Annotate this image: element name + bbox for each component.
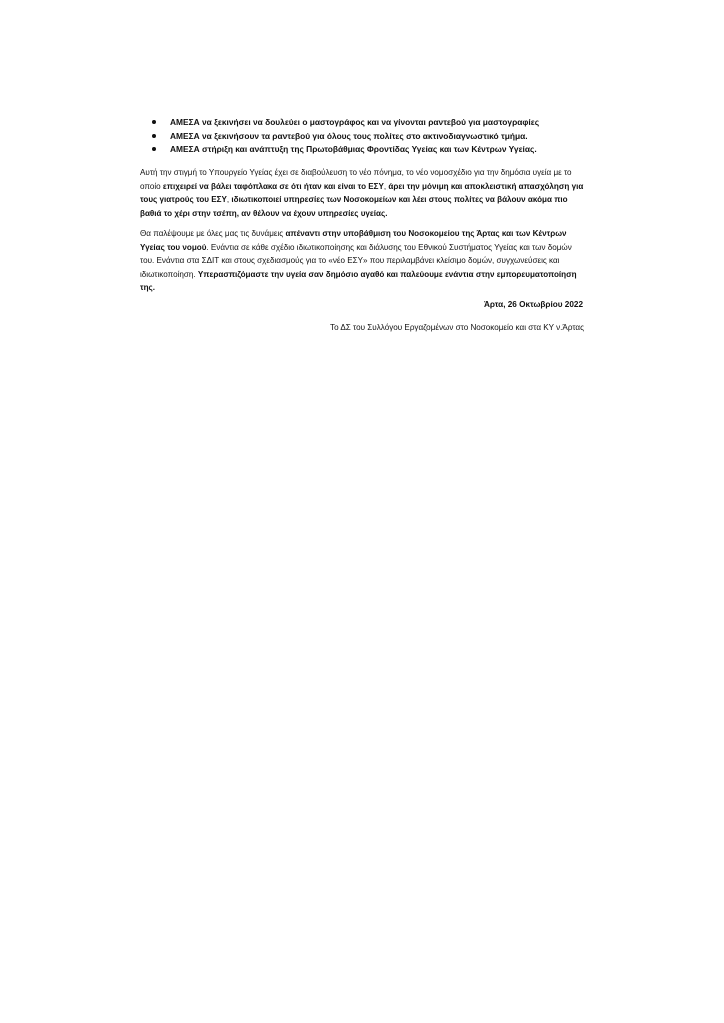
bold-text-run: ιδιωτικοποιεί υπηρεσίες των Νοσοκομείων και λέει στους πολίτες να βάλουν ακόμα πιο βαθιά το χέρι στην τσέπη, αν θέλουν να έχουν υπηρεσίες υγείας.	[140, 195, 568, 218]
list-item	[152, 116, 612, 130]
list-item-text: ΑΜΕΣΑ στήριξη και ανάπτυξη της Πρωτοβάθμιας Φροντίδας Υγείας και των Κέντρων Υγείας.	[170, 144, 537, 154]
text-run: Θα παλέψουμε με όλες μας τις δυνάμεις	[140, 229, 286, 238]
demands-list	[152, 116, 612, 157]
paragraph-struggle	[140, 227, 588, 295]
list-item	[152, 143, 612, 157]
bold-text-run: απέναντι στην υποβάθμιση του Νοσοκομείου της Άρτας και των Κέντρων Υγείας του νομού	[140, 229, 567, 252]
bullet-icon	[152, 120, 156, 124]
bullet-icon	[152, 147, 156, 151]
text-run: Αυτή την στιγμή το Υπουργείο Υγείας έχει σε διαβούλευση το νέο πόνημα, το νέο νομοσχέδιο για την δημόσια υγεία με το οποίο	[140, 168, 572, 191]
bullet-icon	[152, 134, 156, 138]
text-run: ,	[383, 181, 389, 191]
bold-text-run: άρει την μόνιμη και αποκλειστική απασχόληση για τους γιατρούς του ΕΣΥ	[140, 181, 584, 205]
signature-line: Το ΔΣ του Συλλόγου Εργαζομένων στο Νοσοκομείο και στα ΚΥ ν.Άρτας	[330, 323, 584, 332]
text-run: ,	[226, 195, 232, 205]
bold-text-run: επιχειρεί να βάλει ταφόπλακα σε ότι ήταν και είναι το ΕΣΥ	[162, 181, 384, 191]
text-run: . Ενάντια σε κάθε σχέδιο ιδιωτικοποίησης και διάλυσης του Εθνικού Συστήματος Υγείας και των δομών του. Ενάντια στα ΣΔΙΤ και στους σχεδιασμούς για το «νέο ΕΣΥ» που περιλαμβάνει κλείσιμο δομών, συγχωνεύσεις και ιδιωτικοποίηση.	[140, 242, 572, 279]
list-item	[152, 130, 612, 144]
list-item-text: ΑΜΕΣΑ να ξεκινήσει να δουλεύει ο μαστογράφος και να γίνονται ραντεβού για μαστογραφίες	[170, 117, 540, 127]
document-date: Άρτα, 26 Οκτωβρίου 2022	[483, 300, 583, 309]
paragraph-ministry-bill	[140, 166, 588, 220]
list-item-text: ΑΜΕΣΑ να ξεκινήσουν τα ραντεβού για όλους τους πολίτες στο ακτινοδιαγνωστικό τμήμα.	[170, 130, 528, 141]
bold-text-run: Υπερασπιζόμαστε την υγεία σαν δημόσιο αγαθό και παλεύουμε ενάντια στην εμπορευματοποίηση της.	[140, 269, 577, 293]
